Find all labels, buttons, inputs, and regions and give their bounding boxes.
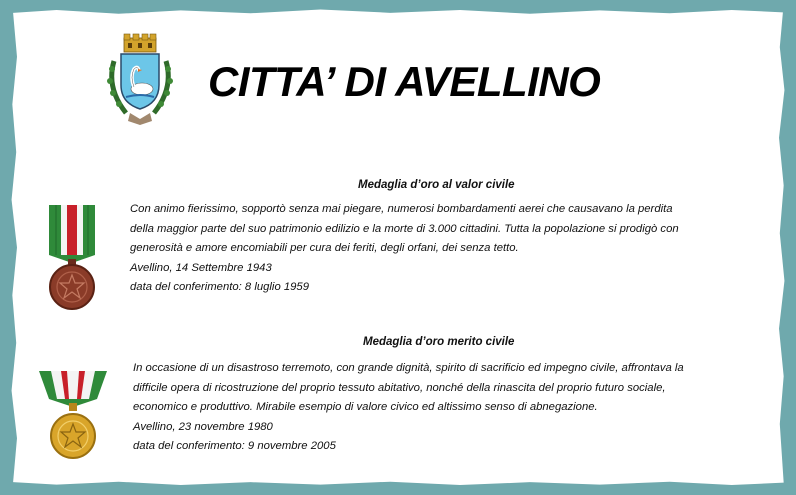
text-line: della maggior parte del suo patrimonio edilizio e la morte di 3.000 cittadini. Tutta la popolazione si prodigò con [130, 222, 679, 235]
valor-civile-medal-icon [46, 203, 98, 311]
text-line: economico e produttivo. Mirabile esempio di valore civico ed altissimo senso di abnegazione. [133, 401, 598, 413]
merito-civile-medal-icon [37, 367, 109, 462]
section-heading-valor-civile: Medaglia d’oro al valor civile [358, 179, 515, 191]
page-title: CITTA’ DI AVELLINO [208, 58, 601, 105]
city-crest-icon [104, 33, 176, 125]
text-line: difficile opera di ricostruzione del proprio tessuto abitativo, nonché della rinascita del proprio futuro sociale, [133, 381, 666, 394]
conferral-date: data del conferimento: 9 novembre 2005 [133, 440, 336, 452]
place-date: Avellino, 23 novembre 1980 [133, 420, 273, 433]
section-heading-merito-civile: Medaglia d’oro merito civile [363, 336, 515, 348]
place-date: Avellino, 14 Settembre 1943 [130, 261, 272, 274]
section-body-merito-civile [133, 359, 684, 457]
text-line: Con animo fierissimo, sopportò senza mai piegare, numerosi bombardamenti aerei che causavano la perdita [130, 203, 673, 215]
text-line: generosità e amore encomiabili per cura dei feriti, degli orfani, dei senza tetto. [130, 242, 519, 254]
section-body-valor-civile [130, 200, 679, 298]
conferral-date: data del conferimento: 8 luglio 1959 [130, 281, 309, 293]
text-line: In occasione di un disastroso terremoto, con grande dignità, spirito di sacrificio ed impegno civile, affrontava la [133, 362, 684, 374]
